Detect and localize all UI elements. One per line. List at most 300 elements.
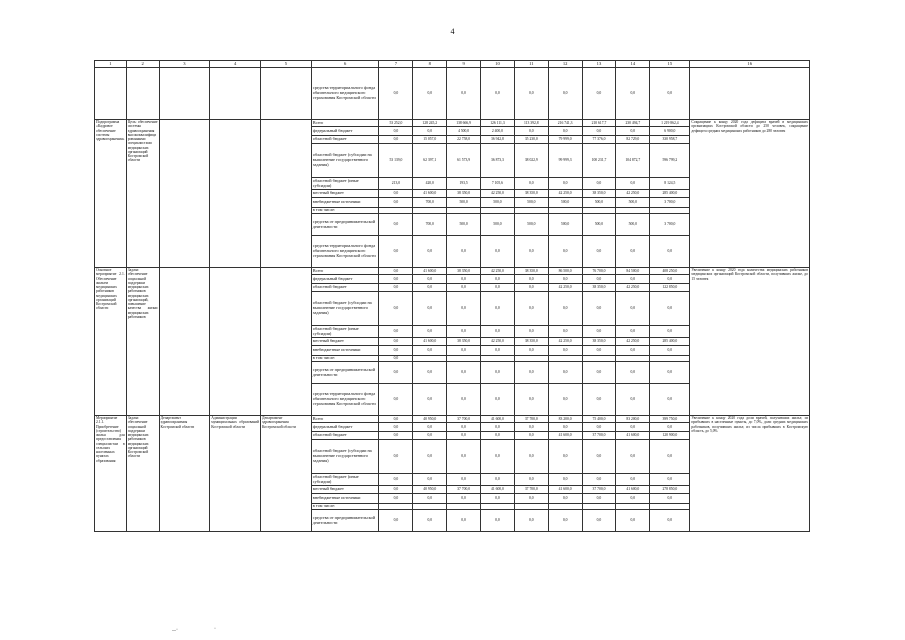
value-cell: 126 111,3 [481, 120, 515, 127]
value-cell: 8 124,5 [650, 178, 690, 190]
value-cell: 500,0 [616, 214, 650, 236]
value-cell: 0,0 [548, 292, 582, 326]
funding-source-label: средства территориального фонда обязательного медицинского страхования Костромской области [311, 68, 379, 120]
page-number: 4 [450, 27, 455, 36]
value-cell: 37 700,0 [514, 486, 548, 494]
value-cell: 0,0 [379, 198, 413, 208]
value-cell: 0,0 [379, 136, 413, 144]
value-cell: 0,0 [413, 423, 447, 432]
value-cell: 0,0 [379, 127, 413, 136]
col-c2-text: Цель: обеспечение системы здравоохранения высококвалифицированными специалистами медицинских организаций Костромской области [126, 120, 159, 268]
value-cell: 42 250,0 [481, 338, 515, 346]
funding-source-label: местный бюджет [311, 338, 379, 346]
funding-source-label: областной бюджет (иные субсидии) [311, 326, 379, 338]
value-cell: 61 573,9 [447, 144, 481, 178]
col-c2-text: Задача: обеспечение социальной поддержки медицинских работников медицинских организаций, повышение качества жизни медицинских работников [126, 268, 159, 416]
column-header: 2 [126, 61, 159, 68]
value-cell: 41 600,0 [616, 432, 650, 440]
value-cell: 0,0 [514, 510, 548, 532]
value-cell: 0,0 [379, 68, 413, 120]
value-cell: 122 850,0 [650, 284, 690, 292]
value-cell: 500,0 [514, 198, 548, 208]
value-cell: 700,0 [413, 214, 447, 236]
value-cell: 42 250,0 [548, 338, 582, 346]
value-cell: 500,0 [514, 214, 548, 236]
value-cell: 399 750,0 [650, 416, 690, 423]
value-cell: 420,0 [413, 178, 447, 190]
funding-source-label: Всего [311, 120, 379, 127]
expected-result-text: Увеличение к концу 2020 года количества медицинских работников медицинских организаций Костромской области, получивших жилье, до 15 человек [690, 268, 810, 416]
value-cell: 0,0 [650, 236, 690, 268]
value-cell: 41 600,0 [616, 486, 650, 494]
value-cell: 0,0 [616, 178, 650, 190]
value-cell: 7 105,6 [481, 178, 515, 190]
value-cell: 0,0 [616, 292, 650, 326]
value-cell: 0,0 [548, 423, 582, 432]
value-cell: 0,0 [379, 326, 413, 338]
value-cell: 0,0 [413, 494, 447, 504]
value-cell: 0,0 [379, 432, 413, 440]
value-cell: 0,0 [379, 494, 413, 504]
value-cell: 15 057,0 [413, 136, 447, 144]
value-cell: 0,0 [379, 236, 413, 268]
value-cell: 0,0 [447, 440, 481, 474]
value-cell: 0,0 [481, 292, 515, 326]
value-cell: 0,0 [582, 474, 616, 486]
value-cell: 500,0 [548, 198, 582, 208]
value-cell: 0,0 [582, 127, 616, 136]
table-row [95, 120, 810, 127]
funding-source-label: средства от предпринимательской деятельности [311, 362, 379, 384]
value-cell: 0,0 [481, 68, 515, 120]
column-header: 13 [582, 61, 616, 68]
value-cell: 213,0 [379, 178, 413, 190]
value-cell: 0,0 [447, 275, 481, 284]
value-cell: 0,0 [481, 384, 515, 416]
value-cell: 0,0 [616, 326, 650, 338]
value-cell: 0,0 [481, 346, 515, 356]
value-cell: 193,5 [447, 178, 481, 190]
value-cell: 38 350,0 [447, 268, 481, 275]
value-cell: 0,0 [582, 362, 616, 384]
value-cell: 0,0 [548, 440, 582, 474]
funding-source-label: областной бюджет (субсидии на выполнение государственного задания) [311, 292, 379, 326]
col-c3-text [159, 68, 210, 120]
value-cell: 0,0 [650, 362, 690, 384]
value-cell: 40 950,0 [413, 416, 447, 423]
value-cell: 0,0 [413, 292, 447, 326]
header-row [95, 61, 810, 68]
value-cell: 0,0 [616, 346, 650, 356]
funding-source-label: местный бюджет [311, 190, 379, 198]
funding-source-label: федеральный бюджет [311, 423, 379, 432]
col-c5-text [261, 68, 312, 120]
value-cell: 38 350,0 [447, 338, 481, 346]
value-cell: 0,0 [514, 236, 548, 268]
value-cell: 0,0 [514, 178, 548, 190]
value-cell: 0,0 [413, 68, 447, 120]
value-cell: 0,0 [616, 362, 650, 384]
value-cell: 0,0 [514, 440, 548, 474]
value-cell: 83 200,0 [616, 416, 650, 423]
value-cell: 0,0 [548, 362, 582, 384]
value-cell: 500,0 [481, 198, 515, 208]
value-cell: 230 494,7 [616, 120, 650, 127]
funding-source-label: внебюджетные источники [311, 198, 379, 208]
value-cell: 0,0 [514, 68, 548, 120]
column-header: 3 [159, 61, 210, 68]
value-cell: 0,0 [616, 510, 650, 532]
value-cell: 0,0 [514, 384, 548, 416]
funding-source-label: областной бюджет (субсидии на выполнение государственного задания) [311, 144, 379, 178]
value-cell: 120 900,0 [650, 432, 690, 440]
expected-result-text [690, 68, 810, 120]
value-cell: 4 500,0 [447, 127, 481, 136]
expected-result-text: Увеличение к концу 2020 года доли врачей, получивших жилье, из прибывших в населенные пункты, до 7,0%, доли средних медицинских работников, получивших жилье, из числа прибывших в Костромскую область, до 5,0% [690, 416, 810, 532]
value-cell: 37 700,0 [514, 416, 548, 423]
value-cell: 0,0 [548, 326, 582, 338]
value-cell: 0,0 [650, 275, 690, 284]
funding-source-label: областной бюджет (иные субсидии) [311, 474, 379, 486]
value-cell: 0,0 [481, 362, 515, 384]
value-cell: 0,0 [379, 474, 413, 486]
funding-source-label: в том числе: [311, 356, 379, 362]
value-cell: 41 600,0 [413, 338, 447, 346]
value-cell: 0,0 [582, 178, 616, 190]
value-cell: 62 397,1 [413, 144, 447, 178]
value-cell: 0,0 [616, 494, 650, 504]
value-cell: 0,0 [650, 423, 690, 432]
value-cell: 0,0 [548, 178, 582, 190]
value-cell: 0,0 [548, 127, 582, 136]
value-cell: 75 400,0 [582, 416, 616, 423]
funding-source-label: федеральный бюджет [311, 127, 379, 136]
value-cell: 42 250,0 [548, 284, 582, 292]
funding-source-label: средства территориального фонда обязательного медицинского страхования Костромской области [311, 236, 379, 268]
value-cell: 0,0 [582, 384, 616, 416]
col-c1-text: Подпрограмма «Кадровое обеспечение системы здравоохранения» [95, 120, 127, 268]
column-header: 5 [261, 61, 312, 68]
value-cell: 0,0 [582, 510, 616, 532]
value-cell: 104 872,7 [616, 144, 650, 178]
value-cell: 0,0 [616, 440, 650, 474]
value-cell: 0,0 [481, 494, 515, 504]
col-c4-text: Администрации муниципальных образований Костромской области [210, 416, 261, 532]
value-cell: 0,0 [616, 236, 650, 268]
value-cell: 0,0 [548, 236, 582, 268]
column-header: 10 [481, 61, 515, 68]
value-cell: 330 958,7 [650, 136, 690, 144]
value-cell: 0,0 [379, 268, 413, 275]
value-cell: 500,0 [616, 198, 650, 208]
value-cell: 38 350,0 [582, 338, 616, 346]
value-cell: 0,0 [616, 384, 650, 416]
value-cell: 0,0 [548, 474, 582, 486]
value-cell: 38 022,9 [514, 144, 548, 178]
value-cell: 0,0 [616, 474, 650, 486]
funding-source-label: областной бюджет (субсидии на выполнение государственного задания) [311, 440, 379, 474]
col-c3-text: Департамент здравоохранения Костромской области [159, 416, 210, 532]
value-cell: 82 729,0 [616, 136, 650, 144]
value-cell: 0,0 [514, 432, 548, 440]
value-cell: 0,0 [447, 494, 481, 504]
value-cell: 0,0 [379, 284, 413, 292]
value-cell: 0,0 [379, 384, 413, 416]
value-cell: 3 700,0 [650, 198, 690, 208]
value-cell: 77 376,0 [582, 136, 616, 144]
value-cell: 0,0 [447, 284, 481, 292]
value-cell: 0,0 [413, 432, 447, 440]
value-cell: 22 758,0 [447, 136, 481, 144]
value-cell: 408 250,0 [650, 268, 690, 275]
value-cell: 0,0 [379, 423, 413, 432]
col-c5-text [261, 268, 312, 416]
value-cell: 0,0 [616, 275, 650, 284]
funding-source-label: внебюджетные источники [311, 494, 379, 504]
value-cell: 0,0 [548, 494, 582, 504]
value-cell: 0,0 [650, 68, 690, 120]
value-cell: 0,0 [447, 326, 481, 338]
value-cell: 0,0 [514, 292, 548, 326]
value-cell: 99 999,3 [548, 144, 582, 178]
value-cell: 0,0 [650, 474, 690, 486]
column-header: 16 [690, 61, 810, 68]
value-cell: 41 600,0 [481, 486, 515, 494]
funding-source-label: областной бюджет [311, 432, 379, 440]
value-cell: 0,0 [447, 362, 481, 384]
value-cell: 100 231,7 [582, 144, 616, 178]
funding-source-label: областной бюджет [311, 136, 379, 144]
value-cell: 0,0 [616, 127, 650, 136]
value-cell: 0,0 [548, 346, 582, 356]
column-header: 4 [210, 61, 261, 68]
table-row [95, 268, 810, 275]
value-cell: 6 900,0 [650, 127, 690, 136]
col-c4-text [210, 268, 261, 416]
value-cell: 0,0 [447, 423, 481, 432]
funding-source-label: Всего [311, 416, 379, 423]
value-cell: 0,0 [379, 356, 413, 362]
funding-source-label: средства территориального фонда обязательного медицинского страхования Костромской области [311, 384, 379, 416]
value-cell: 41 600,0 [413, 268, 447, 275]
value-cell: 1 219 862,4 [650, 120, 690, 127]
value-cell: 0,0 [650, 494, 690, 504]
value-cell: 0,0 [514, 284, 548, 292]
value-cell: 36 873,3 [481, 144, 515, 178]
value-cell: 0,0 [616, 423, 650, 432]
value-cell: 0,0 [379, 486, 413, 494]
value-cell: 38 350,0 [582, 190, 616, 198]
value-cell: 0,0 [514, 362, 548, 384]
value-cell: 35 230,0 [514, 136, 548, 144]
value-cell: 0,0 [379, 214, 413, 236]
value-cell: 0,0 [413, 384, 447, 416]
value-cell: 0,0 [481, 423, 515, 432]
value-cell: 0,0 [413, 326, 447, 338]
value-cell: 76 700,0 [582, 268, 616, 275]
value-cell: 0,0 [447, 474, 481, 486]
value-cell: 42 250,0 [548, 190, 582, 198]
col-c2-text [126, 68, 159, 120]
table-row [95, 416, 810, 423]
column-header: 7 [379, 61, 413, 68]
value-cell: 37 700,0 [582, 486, 616, 494]
value-cell: 86 500,0 [548, 268, 582, 275]
value-cell: 0,0 [481, 510, 515, 532]
value-cell: 216 741,3 [548, 120, 582, 127]
value-cell: 596 799,2 [650, 144, 690, 178]
value-cell: 40 950,0 [413, 486, 447, 494]
value-cell: 0,0 [413, 440, 447, 474]
value-cell: 0,0 [514, 423, 548, 432]
value-cell: 0,0 [481, 474, 515, 486]
value-cell: 113 392,8 [514, 120, 548, 127]
value-cell: 0,0 [413, 362, 447, 384]
value-cell: 0,0 [379, 440, 413, 474]
value-cell: 0,0 [481, 284, 515, 292]
value-cell: 0,0 [379, 190, 413, 198]
funding-source-label: областной бюджет (иные субсидии) [311, 178, 379, 190]
col-c1-text [95, 68, 127, 120]
funding-source-label: федеральный бюджет [311, 275, 379, 284]
value-cell: 500,0 [582, 198, 616, 208]
value-cell: 0,0 [481, 236, 515, 268]
value-cell: 0,0 [481, 432, 515, 440]
value-cell: 0,0 [447, 68, 481, 120]
value-cell: 41 600,0 [413, 190, 447, 198]
value-cell: 38 350,0 [514, 338, 548, 346]
value-cell: 0,0 [650, 440, 690, 474]
value-cell: 0,0 [413, 127, 447, 136]
value-cell: 53 139,0 [379, 144, 413, 178]
funding-source-label: средства от предпринимательской деятельности [311, 510, 379, 532]
value-cell: 500,0 [548, 214, 582, 236]
value-cell: 0,0 [582, 292, 616, 326]
column-header: 14 [616, 61, 650, 68]
value-cell: 0,0 [514, 326, 548, 338]
value-cell: 500,0 [447, 198, 481, 208]
value-cell: 500,0 [481, 214, 515, 236]
funding-source-label: Всего [311, 268, 379, 275]
value-cell: 210 617,7 [582, 120, 616, 127]
value-cell: 0,0 [447, 510, 481, 532]
value-cell: 0,0 [582, 494, 616, 504]
value-cell: 0,0 [481, 275, 515, 284]
value-cell: 37 700,0 [447, 416, 481, 423]
value-cell: 0,0 [582, 440, 616, 474]
expected-result-text: Сокращение к концу 2020 года дефицита врачей в медицинских организациях Костромской области до 250 человек, сокращение дефицита средних медицинских работников до 280 человек [690, 120, 810, 268]
value-cell: 41 600,0 [548, 486, 582, 494]
value-cell: 37 700,0 [582, 432, 616, 440]
value-cell: 41 600,0 [548, 432, 582, 440]
value-cell: 0,0 [548, 275, 582, 284]
value-cell: 0,0 [413, 346, 447, 356]
value-cell: 0,0 [548, 384, 582, 416]
value-cell: 500,0 [447, 214, 481, 236]
table-row [95, 68, 810, 120]
value-cell: 38 350,0 [514, 268, 548, 275]
column-header: 1 [95, 61, 127, 68]
value-cell: 0,0 [650, 510, 690, 532]
value-cell: 0,0 [379, 346, 413, 356]
value-cell: 0,0 [650, 292, 690, 326]
value-cell: 0,0 [413, 510, 447, 532]
value-cell: 278 850,0 [650, 486, 690, 494]
value-cell: 79 999,0 [548, 136, 582, 144]
value-cell: 285 400,0 [650, 190, 690, 198]
value-cell: 41 600,0 [481, 416, 515, 423]
value-cell: 0,0 [447, 346, 481, 356]
value-cell: 3 700,0 [650, 214, 690, 236]
col-c1-text: Основное мероприятие 2.1. Обеспечение жильем медицинских работников медицинских организаций Костромской области [95, 268, 127, 416]
value-cell: 53 252,0 [379, 120, 413, 127]
value-cell: 38 350,0 [514, 190, 548, 198]
value-cell: 0,0 [650, 326, 690, 338]
value-cell: 0,0 [481, 440, 515, 474]
col-c2-text: Задача: обеспечение социальной поддержки медицинских работников медицинских организаций Костромской области [126, 416, 159, 532]
value-cell: 0,0 [379, 292, 413, 326]
value-cell: 0,0 [548, 510, 582, 532]
value-cell: 0,0 [447, 236, 481, 268]
value-cell: 0,0 [582, 275, 616, 284]
value-cell: 42 250,0 [616, 338, 650, 346]
column-header: 12 [548, 61, 582, 68]
col-c4-text [210, 120, 261, 268]
value-cell: 0,0 [413, 284, 447, 292]
value-cell: 0,0 [447, 384, 481, 416]
value-cell: 0,0 [413, 275, 447, 284]
value-cell: 38 350,0 [447, 190, 481, 198]
funding-source-label: внебюджетные источники [311, 346, 379, 356]
value-cell: 700,0 [413, 198, 447, 208]
funding-source-label: местный бюджет [311, 486, 379, 494]
value-cell: 0,0 [548, 68, 582, 120]
value-cell: 84 500,0 [616, 268, 650, 275]
value-cell: 42 250,0 [616, 190, 650, 198]
footer-mark: · [214, 626, 216, 632]
value-cell: 0,0 [616, 68, 650, 120]
value-cell: 0,0 [582, 423, 616, 432]
value-cell: 0,0 [379, 416, 413, 423]
value-cell: 83 200,0 [548, 416, 582, 423]
value-cell: 0,0 [514, 127, 548, 136]
col-c5-text [261, 120, 312, 268]
value-cell: 0,0 [514, 275, 548, 284]
col-c3-text [159, 120, 210, 268]
funding-source-label: в том числе: [311, 208, 379, 214]
value-cell: 138 666,9 [447, 120, 481, 127]
value-cell: 0,0 [413, 474, 447, 486]
value-cell: 2 400,0 [481, 127, 515, 136]
funding-source-label: в том числе: [311, 504, 379, 510]
column-header: 15 [650, 61, 690, 68]
value-cell: 128 245,2 [413, 120, 447, 127]
value-cell: 0,0 [379, 510, 413, 532]
value-cell: 37 700,0 [447, 486, 481, 494]
value-cell: 0,0 [582, 346, 616, 356]
value-cell: 0,0 [650, 346, 690, 356]
col-c4-text [210, 68, 261, 120]
value-cell: 0,0 [650, 384, 690, 416]
value-cell: 36 942,8 [481, 136, 515, 144]
column-header: 11 [514, 61, 548, 68]
value-cell: 0,0 [514, 474, 548, 486]
value-cell: 38 350,0 [582, 284, 616, 292]
value-cell: 42 250,0 [616, 284, 650, 292]
value-cell: 0,0 [447, 292, 481, 326]
value-cell: 0,0 [379, 275, 413, 284]
value-cell: 285 400,0 [650, 338, 690, 346]
